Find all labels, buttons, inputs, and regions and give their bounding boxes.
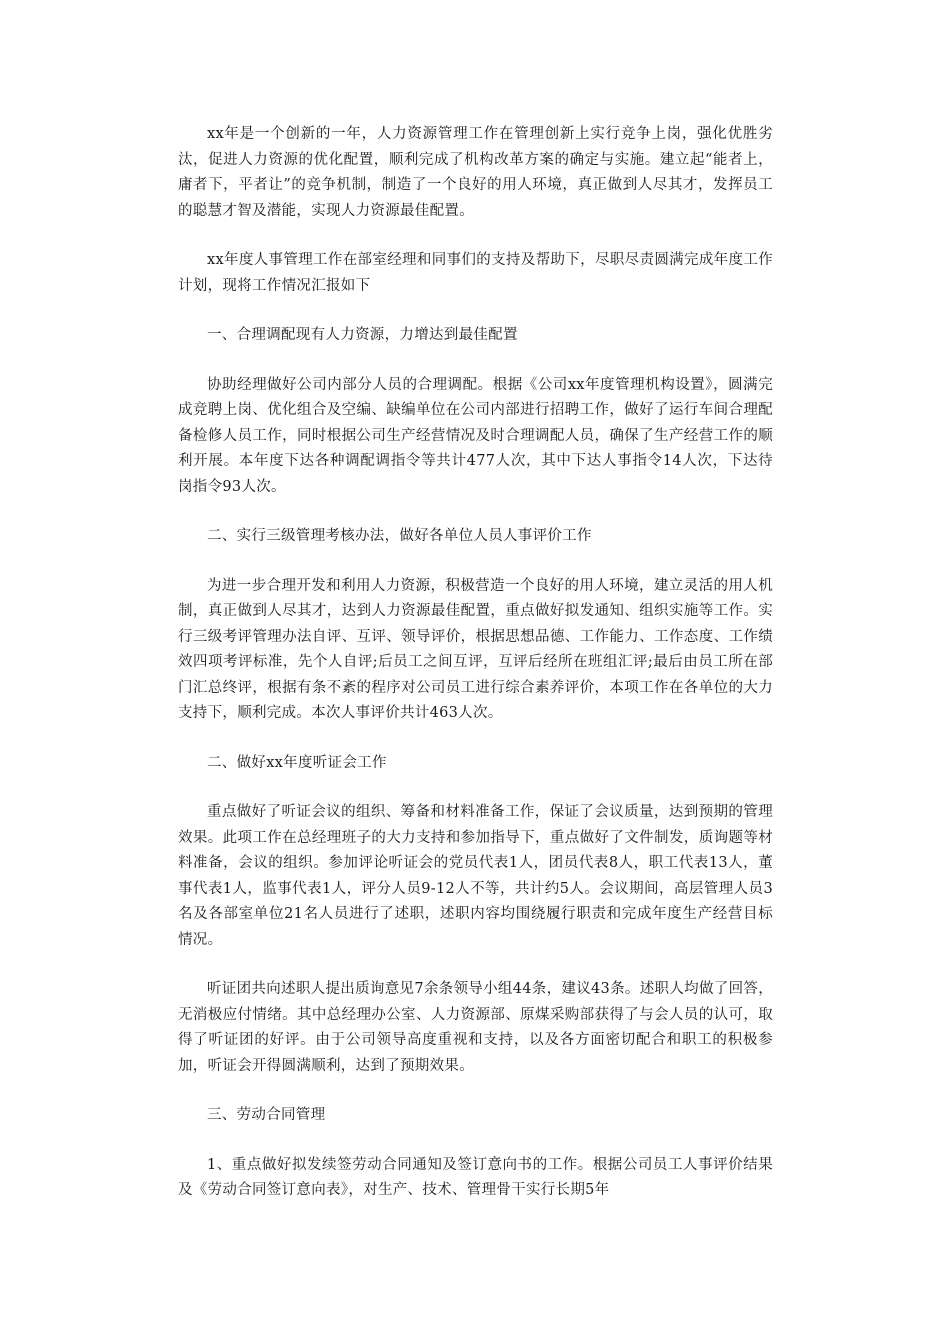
document-body bbox=[178, 122, 773, 1228]
intro-paragraph: xx年是一个创新的一年，人力资源管理工作在管理创新上实行竞争上岗，强化优胜劣汰，促进人力资源的优化配置，顺利完成了机构改革方案的确定与实施。建立起“能者上，庸者下，平者让”的竞争机制，制造了一个良好的用人环境，真正做到人尽其才，发挥员工的聪慧才智及潜能，实现人力资源最佳配置。 bbox=[178, 126, 773, 219]
section-heading-2: 二、实行三级管理考核办法，做好各单位人员人事评价工作 bbox=[207, 528, 592, 544]
hearing-paragraph-1: 重点做好了听证会议的组织、筹备和材料准备工作，保证了会议质量，达到预期的管理效果。此项工作在总经理班子的大力支持和参加指导下，重点做好了文件制发，质询题等材料准备，会议的组织。参加评论听证会的党员代表1人，团员代表8人，职工代表13人，董事代表1人，监事代表1人，评分人员9-12人不等，共计约5人。会议期间，高层管理人员3名及各部室单位21名人员进行了述职，述职内容均围绕履行职责和完成年度生产经营目标情况。 bbox=[178, 804, 773, 948]
section-heading-3: 三、劳动合同管理 bbox=[207, 1107, 326, 1123]
hearing-paragraph-2: 听证团共向述职人提出质询意见7余条领导小组44条，建议43条。述职人均做了回答，无消极应付情绪。其中总经理办公室、人力资源部、原煤采购部获得了与会人员的认可，取得了听证团的好评。由于公司领导高度重视和支持，以及各方面密切配合和职工的积极参加，听证会开得圆满顺利，达到了预期效果。 bbox=[178, 981, 773, 1074]
section-2-paragraph: 为进一步合理开发和利用人力资源，积极营造一个良好的用人环境，建立灵活的用人机制，真正做到人尽其才，达到人力资源最佳配置，重点做好拟发通知、组织实施等工作。实行三级考评管理办法自评、互评、领导评价，根据思想品德、工作能力、工作态度、工作绩效四项考评标准，先个人自评;后员工之间互评，互评后经所在班组汇评;最后由员工所在部门汇总终评，根据有条不紊的程序对公司员工进行综合素养评价，本项工作在各单位的大力支持下，顺利完成。本次人事评价共计463人次。 bbox=[178, 577, 773, 721]
section-1-paragraph: 协助经理做好公司内部分人员的合理调配。根据《公司xx年度管理机构设置》，圆满完成竞聘上岗、优化组合及空编、缺编单位在公司内部进行招聘工作，做好了运行车间合理配备检修人员工作，同时根据公司生产经营情况及时合理调配人员，确保了生产经营工作的顺利开展。本年度下达各种调配调指令等共计477人次，其中下达人事指令14人次，下达待岗指令93人次。 bbox=[178, 376, 773, 495]
section-heading-1: 一、合理调配现有人力资源，力增达到最佳配置 bbox=[207, 327, 518, 343]
report-intro-paragraph: xx年度人事管理工作在部室经理和同事们的支持及帮助下，尽职尽责圆满完成年度工作计划，现将工作情况汇报如下 bbox=[178, 252, 773, 294]
section-3-paragraph: 1、重点做好拟发续签劳动合同通知及签订意向书的工作。根据公司员工人事评价结果及《劳动合同签订意向表》，对生产、技术、管理骨干实行长期5年 bbox=[178, 1156, 773, 1198]
section-heading-hearing: 二、做好xx年度听证会工作 bbox=[207, 754, 387, 771]
